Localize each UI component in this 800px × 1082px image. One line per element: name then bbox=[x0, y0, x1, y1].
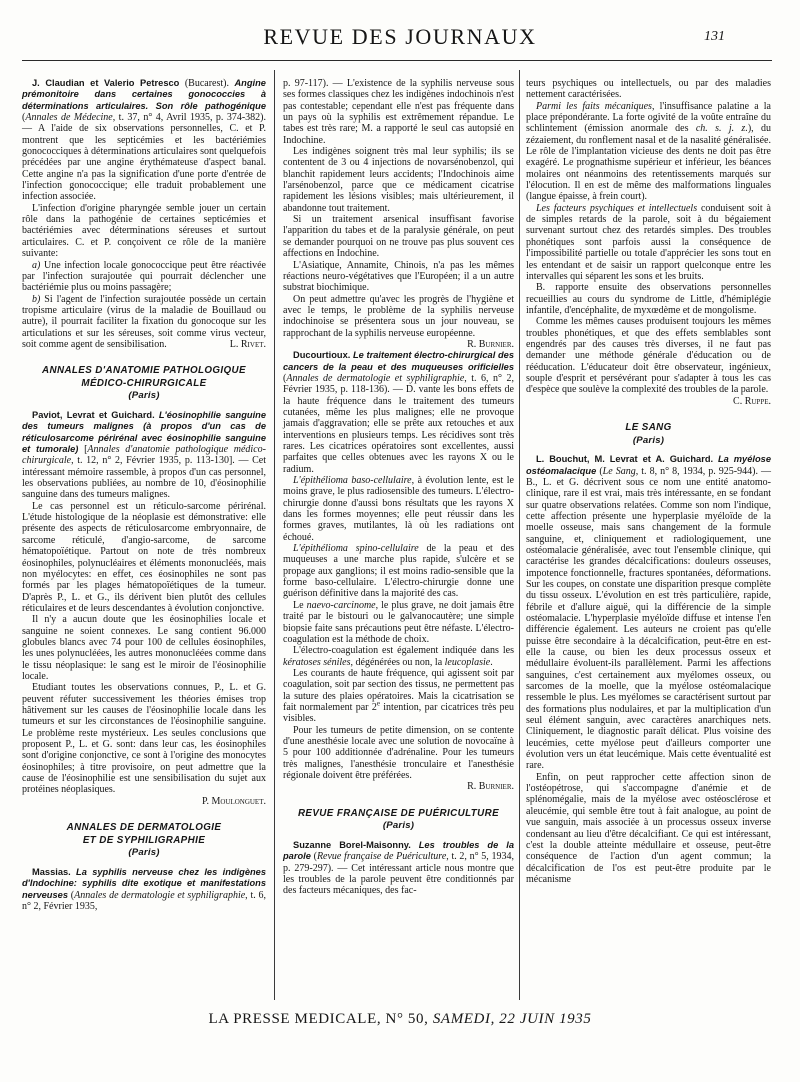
italic-text: Les facteurs psychiques et intellectuels bbox=[536, 202, 698, 214]
body-text: , dégénérées ou non, la bbox=[350, 656, 445, 668]
body-text: L'infection d'origine pharyngée semble jouer un certain rôle dans la pathogénie de certaines septicémies et bactériémies avec déterminations séreuses et surtout articulaires. C. et P. conçoivent ce rôle de la manière suivante: bbox=[22, 202, 266, 260]
body-text: (Bucarest). bbox=[179, 78, 235, 89]
article-title: Le traitement électro-chirurgical des cancers de la peau et des muqueuses orificielles bbox=[283, 350, 515, 372]
body-text: , l'insuffisance palatine a la place prépondérante. La forte ogivité de la voûte entraîne du schlintement (émission anormale des bbox=[526, 100, 771, 135]
body-text: , t. 37, n° 4, Avril 1935, p. 374-382). — A l'aide de six observations personnelles, C. et P. montrent que les septicémies et les bactériémies gonococciques à déterminations articulaires sont quelquefois précédées par une angine érythémateuse d'aspect banal. Cette angine n'a pas la signification d'une porte d'entrée de l'infection gonococcique; elle traduit probablement une infection associée. bbox=[22, 112, 266, 203]
italic-text: naevo-carcinome bbox=[306, 599, 376, 611]
body-text: p. 97-117). — L'existence de la syphilis nerveuse sous ses formes classiques chez les indigènes indochinois n'est pas contestable; cependant elle n'est pas fréquente dans un pays où la syphilis est extrêmement répandue. Le tabes est très rare; M. a rapporté le seul cas autopsié en Indochine. bbox=[283, 78, 514, 146]
article-title: Angine prémonitoire dans certaines gonococcies à déterminations articulaires. Son rôle pathogénique bbox=[22, 78, 266, 111]
article-paragraph bbox=[283, 214, 514, 259]
article-paragraph bbox=[22, 410, 266, 501]
body-text: Il n'y a aucun doute que les éosinophilies locale et sanguine ne soient connexes. Le sang contient 96.000 globules blancs avec 74 pour 100 de cellules éosinophiles, les unes polynucléées, les autres mononucléées comme dans le tissu néoplasique: le sang est le miroir de l'éosinophilie locale. bbox=[22, 614, 266, 682]
article-paragraph bbox=[22, 682, 266, 795]
article-paragraph bbox=[526, 101, 771, 203]
article-paragraph bbox=[526, 772, 771, 885]
body-text: Pour les tumeurs de petite dimension, on se contente d'une anesthésie locale avec une solution de novocaïne à 5 pour 100 additionnée d'adrénaline. Pour les tumeurs très malignes, l'anesthésie tronculaire et l'anesthésie régionale doivent être préférées. bbox=[283, 724, 514, 781]
body-text: de la peau et des muqueuses a une marche plus rapide, s'ulcère et se propage aux ganglions; il est moins radio-sensible que la forme baso-cellulaire. L'électro-chirurgie donne une guérison définitive dans la majorité des cas. bbox=[283, 543, 514, 600]
body-text: Enfin, on peut rapprocher cette affection sinon de l'ostéopétrose, qui s'accompagne d'anémie et de splénomégalie, mais de la myélose avec ostéosclérose et aleucémie, qui semble être tout à fait analogue, au point de vue sanguin, mais associée à un processus osseux inverse condensant au lieu d'être décalcifiant. Ce qui est intéressant, c'est la double atteinte médullaire et osseuse, peut-être conséquence de l'action d'un agent commun; la décalcification de l'os est peut-être produite par le mécanisme bbox=[526, 771, 771, 885]
article-paragraph bbox=[283, 543, 514, 600]
section-title-line: REVUE FRANÇAISE DE PUÉRICULTURE bbox=[297, 807, 500, 819]
body-text: , le plus grave, ne doit jamais être traité par le bistouri ou le galvanocautère; une simple biopsie faite sans précautions peut être néfaste. L'électro-coagulation est la méthode de choix. bbox=[283, 599, 514, 645]
article-paragraph bbox=[283, 146, 514, 214]
text-column bbox=[22, 78, 266, 912]
section-place: (Paris) bbox=[632, 434, 665, 446]
article-authors: L. Bouchut, M. Levrat et A. Guichard. bbox=[536, 454, 714, 465]
column-rule bbox=[274, 70, 275, 1000]
article-paragraph bbox=[526, 454, 771, 772]
article-paragraph bbox=[283, 475, 514, 543]
article-paragraph bbox=[22, 260, 266, 294]
body-text: conduisent soit à de simples retards de la parole, soit à du bégaiement survenant surtout chez des retardés simples. Des troubles phonétiques sont parfois aussi la conséquence de l'impossibilité partielle ou totale d'apprécier les sons tout en les entendant et de saisir un rapport quelconque entre les intervalles qui séparent les sons et les bruits. bbox=[526, 202, 771, 282]
body-text: Si l'agent de l'infection surajoutée possède un certain tropisme articulaire (virus de la maladie de Bouillaud ou autre), il pourrait faciliter la fixation du gonocoque sur les articulations et sur les séreuses, soit comme virus vecteur, soit comme agent de sensibilisation. bbox=[22, 293, 266, 350]
body-text: , t. 8, n° 8, 1934, p. 925-944). — B., L. et G. décrivent sous ce nom une entité anatomo-clinique, rare il est vrai, mais très intéressante, en se fondant sur quatre observations relatées. Comme son nom l'indique, cette affection présente une hyperplasie myéloïde de la moelle osseuse, mais sans changement de la formule sanguine, et, cliniquement et radiologiquement, une ostéomalacie généralisée, avec tout l'ensemble clinique, qui caractérise les grandes décalcifications: douleurs osseuses, impotence fonctionnelle, fractures spontanées, déformations. Sur les coupes, on constate une disparition presque complète du tissu osseux. L'évolution en est très particulière, rapide, fébrile et d'allure aiguë, qui la différencie de la simple ostéomalacie. L'hyperplasie myéloïde diffuse et intense l'en différencie également. Les auteurs ne croient pas qu'elle puisse être secondaire à la décalcification, peut-être en est-elle la cause, ou bien les deux processus osseux et médullaire évoluent-ils parallèlement. Parmi les affections sanguines, c'est certainement aux myélomes osseux, ou sarcomes de la moelle, que la myélose ostéomalacique ressemble le plus. Les myélomes se caractérisent surtout par des formations plus nodulaires, et par la multiplication d'un seul élément sanguin, avec caractères anarchiques nets. Cliniquement, le diagnostic paraît délicat. Plus voisine des leucémies, cette myélose peut d'ailleurs comporter une évolution vers un état leucémique. Mais cette éventualité est rare. bbox=[526, 465, 771, 772]
body-text: teurs psychiques ou intellectuels, ou par des maladies nettement caractérisées. bbox=[526, 78, 771, 101]
reviewer-signature: C. Ruppe. bbox=[733, 395, 771, 407]
article-authors: Paviot, Levrat et Guichard. bbox=[32, 410, 155, 421]
running-head-title: REVUE DES JOURNAUX bbox=[263, 24, 537, 49]
body-text: Le bbox=[293, 599, 307, 611]
text-column bbox=[283, 78, 514, 897]
body-text: Les courants de haute fréquence, qui agissent soit par coagulation, soit par section des tissus, ne permettent pas la suture des plaies opératoires. Mais la cicatrisation se fait normalement par 2 bbox=[283, 667, 514, 713]
article-paragraph bbox=[283, 350, 514, 475]
italic-text: Revue française de Puériculture bbox=[316, 851, 447, 863]
body-text: ( bbox=[22, 112, 26, 124]
article-paragraph bbox=[22, 78, 266, 203]
reviewer-signature: R. Burnier. bbox=[467, 781, 514, 793]
article-paragraph bbox=[22, 203, 266, 260]
article-authors: Suzanne Borel-Maisonny. bbox=[293, 839, 411, 850]
section-title-line: ANNALES D'ANATOMIE PATHOLOGIQUE bbox=[42, 365, 246, 377]
article-authors: Ducourtioux. bbox=[293, 350, 351, 361]
article-paragraph bbox=[526, 316, 771, 395]
body-text: ( bbox=[596, 465, 603, 477]
body-text: On peut admettre qu'avec les progrès de l'hygiène et avec le temps, le problème de la syphilis nerveuse indochinoise se présentera sous un jour nouveau, se rapprochant de la syphilis nerveuse européenne. bbox=[283, 293, 514, 339]
body-text: Le cas personnel est un réticulo-sarcome périrénal. L'étude histologique de la néoplasie est démonstrative: elle présente des aspects de réticulosarcome embryonnaire, de sarcome réticulé, d'angio-sarcome, de sarcome hématopoïétique. Partout on note de très nombreux éosinophiles, polynucléaires et éléments mononucléés, mais non myélocytes: en effet, ces éosinophiles ne sont pas formés par les plages hématopoïétiques de la tumeur. D'après P., L. et G., ils dérivent bien plutôt des cellules réticulaires et de leurs descendantes à évolution conjonctive. bbox=[22, 500, 266, 614]
italic-text: a) bbox=[32, 259, 41, 271]
journal-section-heading bbox=[526, 422, 771, 447]
article-paragraph bbox=[283, 294, 514, 339]
article-paragraph bbox=[526, 203, 771, 282]
article-paragraph bbox=[526, 78, 771, 101]
body-text: ( bbox=[283, 372, 287, 384]
body-text: Les indigènes soignent très mal leur syphilis; ils se contentent de 3 ou 4 injections de novarsénobenzol, qui blanchit rapidement leurs accidents; l'Indochinois aime l'arsénobenzol, parce que ce médicament cicatrise rapidement les lésions visibles; mais ultérieurement, il abandonne tout traitement. bbox=[283, 146, 514, 214]
body-text: , t. 6, n° 2, Février 1935, bbox=[22, 889, 266, 912]
section-title-line: MÉDICO-CHIRURGICALE bbox=[81, 377, 207, 389]
reviewer-signature: L. Rivet. bbox=[229, 338, 266, 350]
article-title: Les troubles de la parole bbox=[283, 839, 514, 862]
body-text: L'électro-coagulation est également indiquée dans les bbox=[293, 645, 514, 657]
header-rule bbox=[22, 60, 772, 61]
article-paragraph bbox=[283, 668, 514, 725]
body-text: Comme les mêmes causes produisent toujours les mêmes troubles phonétiques, et que des effets semblables sont engendrés par des causes très diverses, il ne faut pas demander une méthode générale d'éducation ou de rééducation. L'éducateur doit être observateur, ingénieux, souple d'esprit et persévérant pour s'adapter à tous les cas d'espèce que soulève la complexité des troubles de la parole. bbox=[526, 316, 771, 396]
italic-text: b) bbox=[32, 293, 41, 305]
article-paragraph bbox=[526, 282, 771, 316]
italic-text: Annales d'anatomie pathologique médico-chirurgicale bbox=[22, 444, 266, 467]
footer-date: SAMEDI, 22 JUIN 1935 bbox=[432, 1011, 592, 1027]
body-text: , t. 2, n° 5, 1934, p. 279-297). — Cet intéressant article nous montre que les troubles de la parole peuvent être conditionnés par des facteurs mécaniques, des fac- bbox=[283, 851, 514, 897]
article-paragraph bbox=[283, 260, 514, 294]
reviewer-signature: R. Burnier. bbox=[467, 338, 514, 350]
body-text: , à évolution lente, est le moins grave, le plus radiosensible des tumeurs. L'électro-chirurgie donne d'aussi bons résultats que les rayons X dans les formes moyennes; elle peut réussir dans les formes graves, mutilantes, là où les radiations ont échoué. bbox=[283, 475, 514, 543]
text-column bbox=[526, 78, 771, 885]
section-place: (Paris) bbox=[128, 390, 160, 402]
body-text bbox=[411, 840, 419, 851]
italic-text: ch. s. j. z. bbox=[695, 123, 748, 135]
article-paragraph bbox=[283, 645, 514, 668]
reviewer-signature: P. Moulonguet. bbox=[201, 795, 266, 807]
article-paragraph bbox=[22, 614, 266, 682]
column-rule bbox=[519, 70, 520, 1000]
body-text: Si un traitement arsenical insuffisant favorise l'apparition du tabes et de la paralysie générale, on peut se demander pourquoi on ne trouve pas plus souvent ces affections en Indochine. bbox=[283, 214, 514, 260]
section-title-line: ET DE SYPHILIGRAPHIE bbox=[82, 834, 206, 846]
page-number: 131 bbox=[704, 29, 725, 44]
body-text: ( bbox=[310, 851, 317, 863]
article-title: La syphilis nerveuse chez les indigènes d'Indochine: syphilis dite exotique et manifestations nerveuses bbox=[22, 866, 267, 900]
body-text: Une infection locale gonococcique peut être réactivée par l'infection surajoutée qui pourrait déclencher une bactériémie plus ou moins passagère; bbox=[22, 259, 266, 294]
body-text: . bbox=[490, 656, 493, 668]
italic-text: Le Sang bbox=[602, 465, 636, 477]
article-paragraph bbox=[22, 867, 266, 912]
body-text: ), du zézaiement, du ronflement nasal et de la nasalité généralisée. Le rôle de l'implantation vicieuse des dents ne doit pas être exagéré. Le prognathisme supérieur et inférieur, les béances molaires ont néanmoins des retentissements marqués sur l'élocution. Il en est de même des malformations linguales (langue épaisse, à frein court). bbox=[526, 123, 771, 203]
article-paragraph bbox=[283, 600, 514, 645]
italic-text: L'épithélioma baso-cellulaire bbox=[293, 475, 412, 487]
section-place: (Paris) bbox=[382, 820, 415, 832]
body-text: , t. 6, n° 2, Février 1935, p. 118-136). — D. vante les bons effets de la haute fréquence dans le traitement des tumeurs cutanées, même les plus malignes; elle ne provoque jamais d'aggravation; elle se prête aux retouches et aux interventions en plusieurs temps. Les récidives sont très rares. Les cicatrices opératoires sont excellentes, aussi parfaites que celles obtenues avec les rayons X ou le radium. bbox=[283, 372, 514, 475]
italic-text: Annales de Médecine bbox=[25, 112, 113, 124]
article-paragraph bbox=[22, 501, 266, 614]
article-paragraph bbox=[283, 725, 514, 782]
journal-section-heading bbox=[22, 822, 266, 860]
article-authors: J. Claudian et Valerio Petresco bbox=[32, 78, 180, 88]
section-place: (Paris) bbox=[128, 847, 160, 859]
article-authors: Massias. bbox=[32, 866, 71, 877]
body-text: L'Asiatique, Annamite, Chinois, n'a pas les mêmes réactions neuro-végétatives que l'Européen; il a un autre substrat biochimique. bbox=[283, 259, 514, 294]
section-title-line: LE SANG bbox=[625, 421, 672, 433]
body-text: , t. 12, n° 2, Février 1935, p. 113-130]. — Cet intéressant mémoire rassemble, à propos d'un cas personnel, les observations publiées, au nombre de 10, d'éosinophilie sanguine dans des tumeurs malignes. bbox=[22, 455, 266, 501]
body-text: intention, par cicatrices très peu visibles. bbox=[283, 701, 514, 725]
italic-text: L'épithélioma spino-cellulaire bbox=[293, 543, 419, 555]
italic-text: leucoplasie bbox=[444, 656, 491, 668]
body-text: [ bbox=[78, 444, 88, 456]
journal-section-heading bbox=[22, 365, 266, 403]
body-text: B. rapporte ensuite des observations personnelles recueillies au cours du syndrome de Little, d'hémiplégie infantile, d'encéphalite, de myxœdème et de mongolisme. bbox=[526, 282, 771, 316]
body-text: ( bbox=[68, 889, 75, 901]
article-title: La myélose ostéomalacique bbox=[526, 454, 771, 476]
italic-text: Annales de dermatologie et syphiligraphie bbox=[74, 889, 246, 901]
article-paragraph bbox=[283, 840, 514, 897]
journal-section-heading bbox=[283, 808, 514, 833]
italic-text: Parmi les faits mécaniques bbox=[536, 100, 652, 112]
article-paragraph bbox=[283, 78, 514, 146]
body-text: Etudiant toutes les observations connues, P., L. et G. peuvent réfuter successivement les théories émises trop hâtivement sur les causes de l'éosinophilie locale dans les tumeurs et sur les circonstances de l'éosinophilie sanguine. Le problème reste mystérieux. Les seules conclusions que proposent P., L. et G. sont: dans leur cas, les éosinophiles sont d'origine conjonctive, ce sont à l'origine des monocytes éosinophiles; à titre provisoire, on peut admettre que la cause de l'éosinophilie est une sensibilisation du sujet aux protéines néoplasiques. bbox=[22, 682, 266, 796]
article-paragraph bbox=[22, 294, 266, 351]
superscript: e bbox=[376, 699, 380, 708]
page-footer bbox=[0, 1010, 800, 1028]
article-title: L'éosinophilie sanguine des tumeurs malignes (à propos d'un cas de réticulosarcome périrénal avec éosinophilie sanguine et tumorale) bbox=[22, 410, 266, 455]
footer-journal: LA PRESSE MEDICALE, N° 50, bbox=[208, 1011, 429, 1027]
section-title-line: ANNALES DE DERMATOLOGIE bbox=[66, 822, 222, 834]
italic-text: kératoses séniles bbox=[283, 656, 351, 668]
italic-text: Annales de dermatologie et syphiligraphie bbox=[286, 372, 465, 384]
